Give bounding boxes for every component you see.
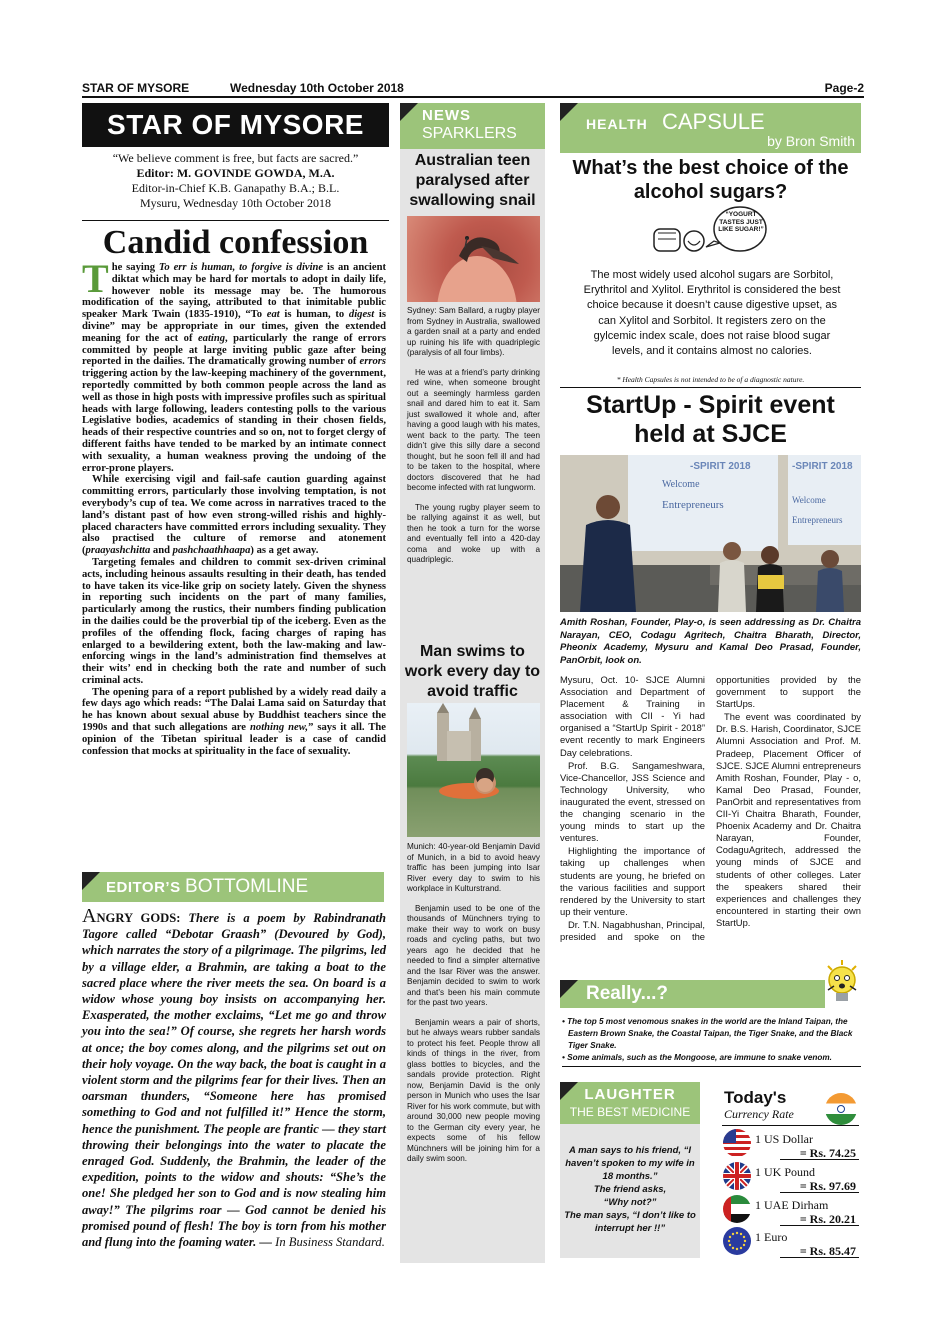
sparklers-label-a: NEWS (422, 107, 471, 124)
editor-line: Editor: M. GOVINDE GOWDA, M.A. (136, 166, 335, 180)
church-river-icon (407, 703, 540, 837)
really-facts (562, 1016, 861, 1067)
us-flag-icon (723, 1129, 751, 1157)
swimmer-photo (407, 703, 540, 837)
story-paragraph: Munich: 40-year-old Benjamin David of Munich, in a bid to avoid heavy traffic has been jumping into Isar River every day to swim to his workplace in Kulturstrand. (407, 842, 540, 893)
snail-photo (407, 216, 540, 302)
currency-subtitle: Currency Rate (724, 1107, 794, 1121)
photo-caption: Amith Roshan, Founder, Play-o, is seen addressing as Dr. Chaitra Narayan, CEO, Codagu Agritech, Chaitra Bharath, Director, Pheonix Academy, Mysuru and Kamal Deo Prasad, Founder, PanOrbit, look on. (560, 617, 861, 666)
currency-value: = Rs. 20.21 (799, 1212, 856, 1226)
corner-triangle-icon (82, 872, 100, 890)
bottomline-body: ANGRY GODS: There is a poem by Rabindranath Tagore called “Debotar Graash” (Devoured by God), which narrates the story of a pilgrimage. The pilgrims, led by a village elder, a Brahmin, are taking a boat to the sacred place where the river meets the sea. On board is a widow whose young boy insists on accompanying her. Exasperated, the mother exclaims, “Let me go and throw you into the sea!” Of course, she regrets her harsh words at once; the boy comes along, and the pilgrims set out on their holy voyage. On the way back, the boat is caught in a violent storm and the pilgrims fear for their lives. Then an oarsman thunders, “Someone here has promised something to God and not fulfilled it!” Hence the storm, hence the punishment. The people are frantic — they start throwing their belongings into the water to placate the enraged God. Suddenly, the Brahmin, the leader of the expedition, points to the widow and shouts: “She’s the one! She pledged her son to God and is now stealing him away!” The pilgrims roar — God cannot be denied his promised pound of flesh! The boy is torn from his mother and flung into the foaming water. — In Business Standard. (82, 905, 386, 1250)
story2-text (407, 842, 540, 1174)
editorial-paragraph: The opening para of a report published by a widely read daily a few days ago which reads: “The Dalai Lama said on Saturday that he has known about sexual abuse by Buddhist teachers since the 1990s and that such allegations are nothing new,” says it all. The opinion of the Tibetan spiritual leader is a case of candid confession that mocks at spirituality in the face of sexuality. (82, 686, 386, 757)
editorial-body (82, 256, 386, 757)
fact-item: • Some animals, such as the Mongoose, are immune to snake venom. (562, 1053, 832, 1062)
startup-paragraph: Mysuru, Oct. 10- SJCE Alumni Association and Department of Placement & Training in association with CII - Yi had organised a “StartUp Spirit - 2018” event recently to mark Engineers Day celebrations. (560, 674, 705, 758)
editorial-paragraph: Targeting females and children to commit sex-driven criminal acts, including heinous assaults resulting in their death, has tended to have taken its vice-like grip on society lately. Given the shyness in reporting such incidents on the part of many families, particularly among the rustics, their numbers finding publication in the dailies could be the proverbial tip of the iceberg. Even as the profiles of the offending flock, facing charges of raping has enlarged to a bewildering extent, both the law-making and law-enforcing wings in the land’s administration find themselves at their wits’ end in checking both the rate and number of such criminal acts. (82, 556, 386, 686)
fact-item: • The top 5 most venomous snakes in the world are the Inland Taipan, the Eastern Brown Snake, the Coastal Taipan, the Tiger Snake, and the Black Tiger Snake. (562, 1017, 853, 1050)
health-label-a: HEALTH (586, 116, 648, 132)
currency-title: Today's (724, 1088, 787, 1107)
event-stage-icon (560, 455, 861, 612)
currency-name: 1 UK Pound (755, 1165, 816, 1179)
corner-triangle-icon (560, 103, 578, 121)
joke-line: A man says to his friend, “I haven’t spoken to my wife in 18 months.” (565, 1145, 695, 1182)
sparklers-label-b: SPARKLERS (422, 125, 517, 142)
really-banner (560, 980, 825, 1008)
bottomline-initial: A (82, 905, 97, 927)
banner-text-b: Welcome (662, 479, 700, 490)
header-page-number: Page-2 (824, 81, 864, 95)
banner-text-b2: Welcome (792, 495, 826, 505)
corner-triangle-icon (560, 1082, 578, 1100)
joke-panel (560, 1124, 700, 1258)
laughter-banner (560, 1082, 700, 1124)
health-capsule-banner (560, 103, 861, 153)
laughter-label-b: THE BEST MEDICINE (569, 1105, 691, 1119)
story-headline: Australian teen paralysed after swallowing snail (409, 152, 536, 209)
editorial-paragraph: While exercising vigil and fail-safe caution guarding against committing errors, particularly those involving temptation, is not everybody’s cup of tea. We come across in narratives traced to the land’s distant past of how even strong-willed rishis and highly-placed characters have committed errors including sexuality. They also practised the culture of remorse and atonement (praayashchitta and pashchaathhaapa) as a get away. (82, 474, 386, 557)
editorial-headline: Candid confession (102, 224, 369, 261)
divider (82, 220, 389, 221)
currency-value: = Rs. 97.69 (799, 1179, 856, 1193)
banner-text-a2: -SPIRIT 2018 (792, 461, 853, 472)
uae-flag-icon (723, 1195, 751, 1223)
currency-row (722, 1226, 859, 1258)
health-label-b: CAPSULE (662, 109, 765, 134)
health-question: What’s the best choice of the alcohol sugars? (572, 157, 849, 203)
india-flag-icon (825, 1093, 857, 1125)
story-paragraph: He was at a friend’s party drinking red wine, when someone brought out a seemingly harmless garden snail and dared him to eat it. Sam just swallowed it whole and, after having a good laugh with his mates, went back to the party. The teen didn’t give this silly dare a second thought, but he soon fell ill and had to be taken to the hospital, where doctors discovered that he had become infected with rat lungworm. (407, 367, 540, 492)
lightbulb-icon (822, 960, 862, 1008)
header-date: Wednesday 10th October 2018 (230, 81, 404, 95)
story1-text (407, 306, 540, 575)
bottomline-banner (82, 872, 384, 902)
really-label: Really...? (586, 983, 669, 1004)
health-body: The most widely used alcohol sugars are Sorbitol, Erythritol and Xylitol. Erythritol is considered the best choice because it doesn’t cause digestive upset, as can Xylitol and Sorbitol. It registers zero on the gylcemic index scale, does not raise blood sugar levels, and it contains almost no calories. (583, 269, 841, 358)
snail-icon (407, 216, 540, 302)
story-paragraph: Sydney: Sam Ballard, a rugby player from Sydney in Australia, swallowed a garden snail at a party and ended up ruining his life with quadriplegic (paralysis of all four limbs). (407, 306, 540, 357)
joke-line: The friend asks, (593, 1184, 667, 1195)
health-byline: by Bron Smith (767, 133, 855, 149)
currency-row (722, 1194, 859, 1226)
masthead-tagline (82, 151, 389, 211)
corner-triangle-icon (400, 103, 418, 121)
bottomline-label-b: BOTTOMLINE (185, 876, 309, 897)
startup-paragraph: Highlighting the importance of taking up challenges when students are young, he briefed on the various facilities and support rendered by the University to start up their venture. (560, 845, 705, 917)
divider (722, 1125, 859, 1126)
uk-flag-icon (723, 1162, 751, 1190)
motto: “We believe comment is free, but facts are sacred.” (112, 151, 359, 165)
banner-text-a: -SPIRIT 2018 (690, 461, 751, 472)
story-paragraph: Benjamin wears a pair of shorts, but he always wears rubber sandals to protect his feet. People throw all kinds of things in the river, from glass bottles to bicycles, and the sandals provide protection. Right now, Benjamin David is the only person in Munich who uses the Isar River for his work commute, but with around 30,000 new people moving to the German city every year, he expects some of his fellow Münchners will be joining him for a daily swim soon. (407, 1017, 540, 1163)
currency-name: 1 Euro (755, 1230, 788, 1244)
drop-cap: T (82, 256, 109, 301)
corner-triangle-icon (560, 980, 578, 998)
joke-line: “Why not?” (603, 1197, 657, 1208)
joke-line: The man says, “I don’t like to interrupt her !!” (564, 1210, 696, 1234)
currency-value: = Rs. 85.47 (799, 1244, 856, 1258)
page-header (82, 78, 864, 98)
startup-paragraph: Dr. T.N. Nagabhushan, Principal, presided and spoke on the opportunities provided by the government to support the StartUps. (560, 674, 861, 942)
news-sparklers-banner (400, 103, 545, 149)
startup-paragraph: The event was coordinated by Dr. B.S. Harish, Coordinator, SJCE Alumni Association and Prof. M. Pradeep, Placement Officer of SJCE. SJCE Alumni entrepreneurs Amith Roshan, Founder, Play - o, Kamal Deo Prasad, Founder, PanOrbit and representatives from CII-Yi Chaitra Bharath, Founder, Phoenix Academy and Dr. Chaitra Narayan, Founder, CodaguAgritech, addressed the young minds of SJCE and students of other colleges. Later the speakers shared their experiences and challenges they encountered in starting their own StartUp. (716, 711, 861, 928)
eu-flag-icon (723, 1227, 751, 1255)
startup-paragraph: Prof. B.G. Sangameshwara, Vice-Chancellor, JSS Science and Technology University, who inaugurated the event, stressed on the changing scenario in the young minds to start up the ventures. (560, 759, 705, 844)
banner-text-c2: Entrepreneurs (792, 515, 843, 525)
startup-body (560, 674, 861, 943)
story-headline: Man swims to work every day to avoid traffic (404, 643, 541, 700)
editorial-paragraph: The saying To err is human, to forgive is divine is an ancient diktat which may be hard for mortals to adopt in daily life, however noble its message may be. The humorous modification of the saying, attributed to that inimitable public speaker Mark Twain (1835-1910), “To eat is human, to digest is divine” may be appropriate in our times, given the extended meaning for the act of eating, particularly the range of errors committed by people at large inviting public gaze after being reported in the dailies. The dramatically growing number of errors triggering action by the law-keeping machinery of the government, reportedly committed by both common people across the land as well as those in high posts with impressive profiles such as spiritual heads with large following, leaders contesting polls to the various Legislative bodies, academics of standing in their chosen fields, heads of their respective countries and so on, not to forget clergy of different faiths have tended to be marked by an intimate connect with sexuality, a human weakness proving the undoing of the error-prone players. (82, 256, 386, 474)
cartoon-bubble-text: “YOGURT TASTES JUST LIKE SUGAR!” (718, 211, 764, 233)
editor-in-chief-line: Editor-in-Chief K.B. Ganapathy B.A.; B.L. (131, 181, 340, 195)
health-cartoon (648, 205, 768, 260)
bottomline-label-a: EDITOR’S (106, 879, 181, 896)
story-paragraph: Benjamin used to be one of the thousands of Münchners trying to make their way to work on busy roads and cycling paths, but two years ago he decided that he needed to find a simpler alternative and the Isar River was the answer. Benjamin decided to swim to work and that’s been his main commute for the past two years. (407, 903, 540, 1007)
currency-row (722, 1128, 859, 1160)
startup-headline: StartUp - Spirit event held at SJCE (586, 391, 835, 448)
startup-event-photo (560, 455, 861, 612)
currency-value: = Rs. 74.25 (799, 1146, 856, 1160)
currency-row (722, 1161, 859, 1193)
currency-name: 1 US Dollar (755, 1132, 813, 1146)
banner-text-c: Entrepreneurs (662, 499, 724, 511)
masthead-title: STAR OF MYSORE (82, 103, 389, 147)
health-disclaimer: * Health Capsules is not intended to be of a diagnostic nature. (560, 375, 861, 388)
dateline: Mysuru, Wednesday 10th October 2018 (139, 196, 332, 210)
story-paragraph: The young rugby player seem to be rallying against it as well, but then he took a turn for the worse and eventually fell into a 420-day coma and woke up with a quadriplegic. (407, 502, 540, 564)
laughter-label-a: LAUGHTER (584, 1086, 676, 1103)
currency-name: 1 UAE Dirham (755, 1198, 829, 1212)
header-paper-name: STAR OF MYSORE (82, 81, 190, 95)
